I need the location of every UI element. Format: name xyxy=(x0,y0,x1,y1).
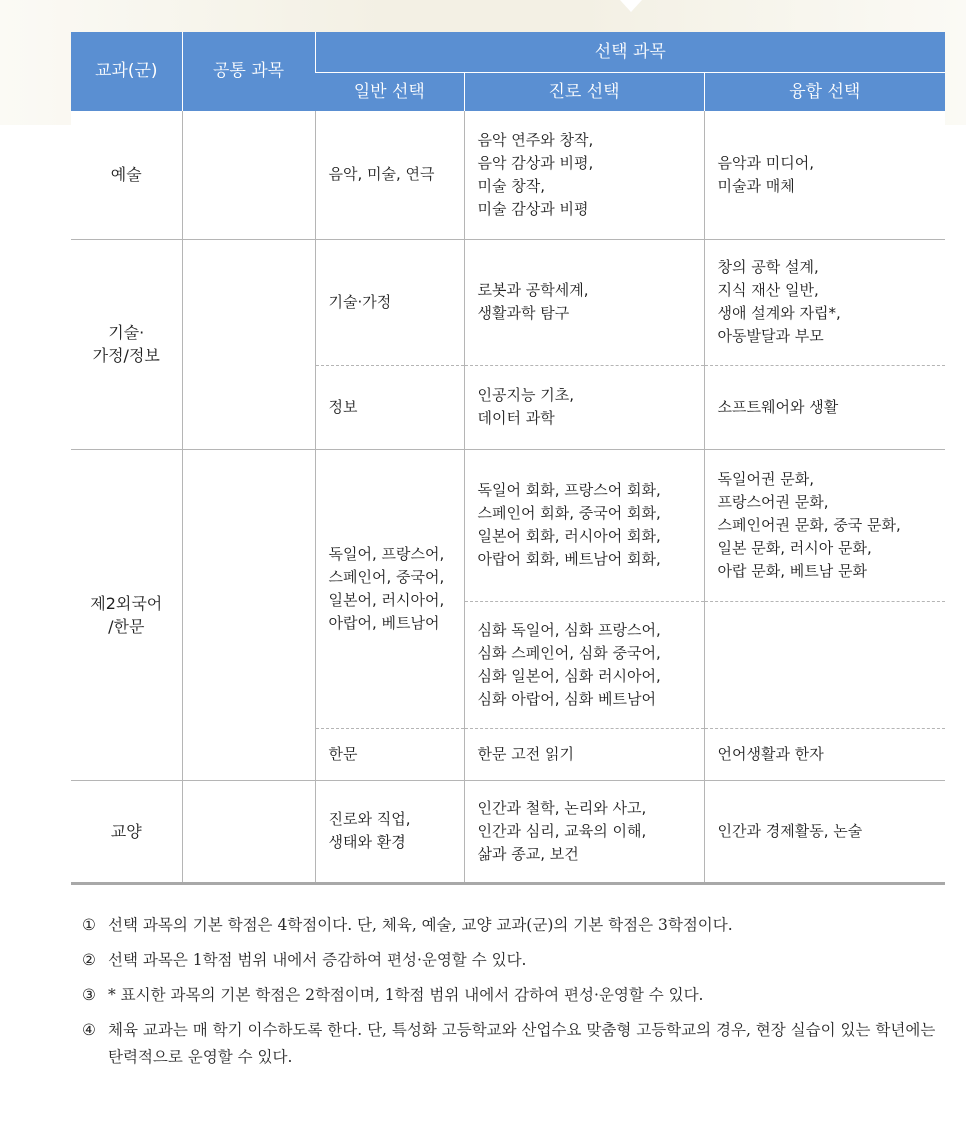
table-row xyxy=(71,239,945,365)
common-cell xyxy=(182,111,315,239)
note-text: 체육 교과는 매 학기 이수하도록 한다. 단, 특성화 고등학교와 산업수요 맞춤형 고등학교의 경우, 현장 실습이 있는 학년에는 탄력적으로 운영할 수 있다. xyxy=(108,1021,936,1066)
fusion-cell xyxy=(704,601,945,728)
cell-line: 진로와 직업, xyxy=(328,810,411,828)
note-text: 선택 과목은 1학점 범위 내에서 증감하여 편성·운영할 수 있다. xyxy=(108,951,527,969)
cell-line: 음악과 미디어, xyxy=(717,153,814,172)
career-cell xyxy=(464,111,704,239)
cell-line: 소프트웨어와 생활 xyxy=(717,397,839,416)
cell-line: 창의 공학 설계, xyxy=(717,258,819,276)
general-cell xyxy=(315,449,464,728)
common-cell xyxy=(182,239,315,449)
cell-line: 아랍어 회화, 베트남어 회화, xyxy=(477,550,661,568)
general-cell xyxy=(315,728,464,780)
note-item xyxy=(82,982,942,1009)
general-cell xyxy=(315,780,464,883)
header-elective: 선택 과목 xyxy=(315,32,945,73)
note-text: * 표시한 과목의 기본 학점은 2학점이며, 1학점 범위 내에서 감하여 편성·운영할 수 있다. xyxy=(108,986,704,1004)
curriculum-table xyxy=(71,32,945,885)
cell-line: 일본어, 러시아어, xyxy=(328,590,445,609)
fusion-cell xyxy=(704,780,945,883)
fusion-cell xyxy=(704,239,945,365)
note-number: ② xyxy=(82,951,96,969)
cell-line: 아랍어, 베트남어 xyxy=(328,613,440,632)
career-cell xyxy=(464,601,704,728)
common-cell xyxy=(182,449,315,780)
header-career: 진로 선택 xyxy=(464,73,704,112)
general-cell xyxy=(315,239,464,365)
cell-line: 로봇과 공학세계, xyxy=(477,281,589,299)
cell-line: 인간과 경제활동, 논술 xyxy=(717,821,863,840)
cell-line: 교양 xyxy=(110,821,142,841)
career-cell xyxy=(464,780,704,883)
table-row xyxy=(71,449,945,601)
cell-line: 생애 설계와 자립*, xyxy=(717,304,841,322)
fusion-cell xyxy=(704,111,945,239)
cell-line: 기술·가정 xyxy=(328,292,392,311)
cell-line: 일본어 회화, 러시아어 회화, xyxy=(477,527,661,545)
area-cell xyxy=(71,239,182,449)
cell-line: 아동발달과 부모 xyxy=(717,327,824,345)
career-cell xyxy=(464,728,704,780)
notes-list xyxy=(82,912,942,1079)
down-arrow-icon xyxy=(620,0,642,12)
cell-line: 인간과 심리, 교육의 이해, xyxy=(477,821,647,840)
cell-line: 독일어 회화, 프랑스어 회화, xyxy=(477,481,661,499)
common-cell xyxy=(182,780,315,883)
header-general: 일반 선택 xyxy=(315,73,464,112)
cell-line: /한문 xyxy=(108,616,145,636)
cell-line: 미술 창작, xyxy=(477,176,545,195)
note-text: 선택 과목의 기본 학점은 4학점이다. 단, 체육, 예술, 교양 교과(군)의 기본 학점은 3학점이다. xyxy=(108,916,733,934)
cell-line: 독일어권 문화, xyxy=(717,469,814,488)
fusion-cell xyxy=(704,728,945,780)
cell-line: 한문 xyxy=(328,744,358,763)
note-number: ④ xyxy=(82,1021,96,1039)
cell-line: 심화 독일어, 심화 프랑스어, xyxy=(477,620,661,639)
cell-line: 삶과 종교, 보건 xyxy=(477,844,579,863)
note-item xyxy=(82,947,942,974)
cell-line: 미술과 매체 xyxy=(717,176,795,195)
fusion-cell xyxy=(704,365,945,449)
career-cell xyxy=(464,449,704,601)
career-cell xyxy=(464,365,704,449)
cell-line: 스페인어, 중국어, xyxy=(328,567,445,586)
note-item xyxy=(82,912,942,939)
cell-line: 생태와 환경 xyxy=(328,833,406,851)
table-row xyxy=(71,780,945,883)
cell-line: 한문 고전 읽기 xyxy=(477,744,574,763)
cell-line: 언어생활과 한자 xyxy=(717,744,824,763)
general-cell xyxy=(315,111,464,239)
cell-line: 음악 감상과 비평, xyxy=(477,153,594,172)
area-cell xyxy=(71,449,182,780)
cell-line: 데이터 과학 xyxy=(477,409,555,427)
general-cell xyxy=(315,365,464,449)
cell-line: 인공지능 기초, xyxy=(477,386,574,404)
cell-line: 심화 스페인어, 심화 중국어, xyxy=(477,643,661,662)
cell-line: 일본 문화, 러시아 문화, xyxy=(717,538,872,557)
area-cell xyxy=(71,780,182,883)
cell-line: 지식 재산 일반, xyxy=(717,281,819,299)
note-number: ③ xyxy=(82,986,96,1004)
career-cell xyxy=(464,239,704,365)
fusion-cell xyxy=(704,449,945,601)
cell-line: 심화 일본어, 심화 러시아어, xyxy=(477,666,661,685)
cell-line: 독일어, 프랑스어, xyxy=(328,544,445,563)
cell-line: 예술 xyxy=(110,165,142,185)
cell-line: 생활과학 탐구 xyxy=(477,304,570,322)
cell-line: 제2외국어 xyxy=(90,593,163,613)
cell-line: 미술 감상과 비평 xyxy=(477,199,589,218)
cell-line: 가정/정보 xyxy=(92,346,160,365)
header-area: 교과(군) xyxy=(71,32,182,111)
note-number: ① xyxy=(82,916,96,934)
cell-line: 음악 연주와 창작, xyxy=(477,130,594,149)
cell-line: 스페인어권 문화, 중국 문화, xyxy=(717,515,901,534)
cell-line: 인간과 철학, 논리와 사고, xyxy=(477,798,647,817)
cell-line: 심화 아랍어, 심화 베트남어 xyxy=(477,689,656,708)
area-cell xyxy=(71,111,182,239)
cell-line: 아랍 문화, 베트남 문화 xyxy=(717,561,867,580)
header-fusion: 융합 선택 xyxy=(704,73,945,112)
cell-line: 프랑스어권 문화, xyxy=(717,492,829,511)
table-row xyxy=(71,111,945,239)
header-common: 공통 과목 xyxy=(182,32,315,111)
note-item xyxy=(82,1017,942,1071)
cell-line: 기술· xyxy=(108,323,145,342)
cell-line: 음악, 미술, 연극 xyxy=(328,165,435,184)
cell-line: 정보 xyxy=(328,397,358,416)
cell-line: 스페인어 회화, 중국어 회화, xyxy=(477,504,661,522)
